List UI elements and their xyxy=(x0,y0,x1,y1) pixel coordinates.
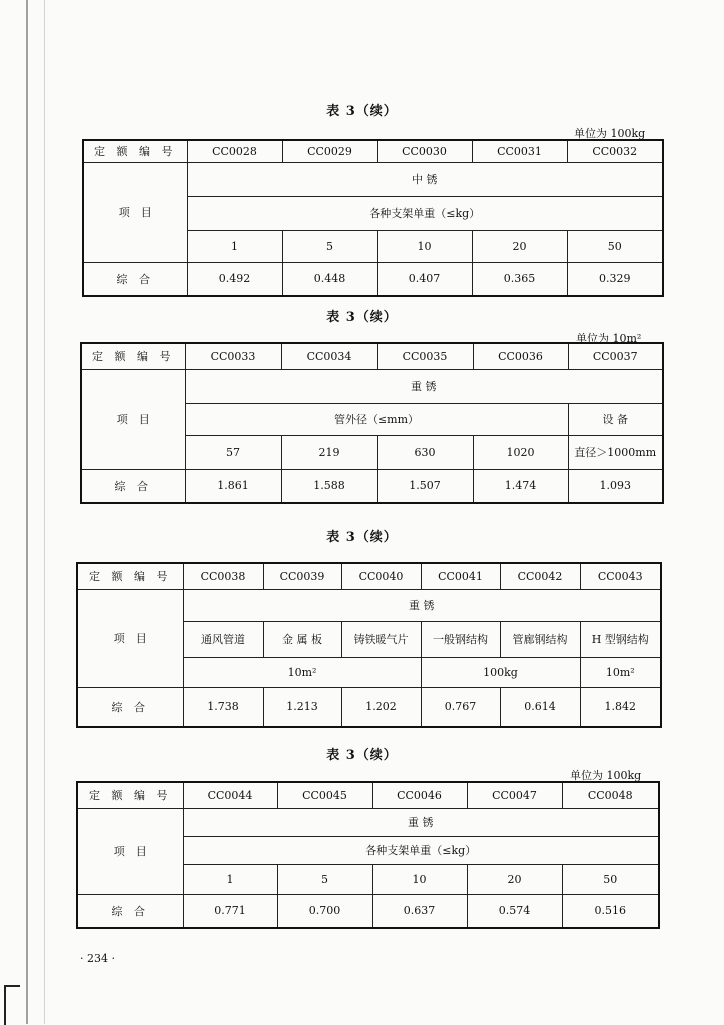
quota-code: CC0048 xyxy=(562,782,659,808)
item-label: 项 目 xyxy=(83,162,187,262)
sub-item: 金 属 板 xyxy=(263,621,341,657)
param-value: 1 xyxy=(187,230,282,262)
table-title: 表 3（续） xyxy=(326,748,398,763)
table-title: 表 3（续） xyxy=(326,104,398,119)
quota-code: CC0038 xyxy=(183,563,263,589)
scan-edge-line xyxy=(26,0,28,1024)
scan-edge-line xyxy=(44,0,45,1024)
header-label: 定 额 编 号 xyxy=(77,782,183,808)
quota-code: CC0028 xyxy=(187,140,282,162)
summary-label: 综 合 xyxy=(81,469,185,503)
quota-code: CC0047 xyxy=(467,782,562,808)
quota-code: CC0036 xyxy=(473,343,568,369)
quota-code: CC0034 xyxy=(281,343,377,369)
rust-category: 重 锈 xyxy=(185,369,663,403)
page-number: · 234 · xyxy=(80,952,115,965)
param-value: 5 xyxy=(277,864,372,894)
summary-value: 1.507 xyxy=(377,469,473,503)
subcategory: 各种支架单重（≤kg） xyxy=(183,836,659,864)
unit-cell: 10m² xyxy=(183,657,421,687)
quota-table-3 xyxy=(76,562,662,728)
item-label: 项 目 xyxy=(77,589,183,687)
param-value: 219 xyxy=(281,435,377,469)
param-value: 50 xyxy=(567,230,663,262)
item-label: 项 目 xyxy=(77,808,183,894)
quota-code: CC0045 xyxy=(277,782,372,808)
param-value: 5 xyxy=(282,230,377,262)
quota-table-4 xyxy=(76,781,660,929)
summary-value: 1.842 xyxy=(580,687,661,727)
item-label: 项 目 xyxy=(81,369,185,469)
quota-code: CC0029 xyxy=(282,140,377,162)
quota-code: CC0046 xyxy=(372,782,467,808)
quota-code: CC0032 xyxy=(567,140,663,162)
param-value: 10 xyxy=(372,864,467,894)
rust-category: 重 锈 xyxy=(183,589,661,621)
unit-note: 单位为 10m² xyxy=(576,332,642,345)
quota-code: CC0033 xyxy=(185,343,281,369)
summary-value: 1.588 xyxy=(281,469,377,503)
param-value: 1020 xyxy=(473,435,568,469)
rust-category: 中 锈 xyxy=(187,162,663,196)
unit-note: 单位为 100kg xyxy=(570,769,642,782)
summary-value: 0.448 xyxy=(282,262,377,296)
sub-item: H 型钢结构 xyxy=(580,621,661,657)
quota-code: CC0042 xyxy=(500,563,580,589)
quota-code: CC0041 xyxy=(421,563,500,589)
summary-value: 0.637 xyxy=(372,894,467,928)
summary-value: 0.329 xyxy=(567,262,663,296)
unit-cell: 100kg xyxy=(421,657,580,687)
summary-value: 1.861 xyxy=(185,469,281,503)
summary-value: 1.213 xyxy=(263,687,341,727)
quota-code: CC0039 xyxy=(263,563,341,589)
param-value: 50 xyxy=(562,864,659,894)
param-value: 57 xyxy=(185,435,281,469)
summary-value: 0.614 xyxy=(500,687,580,727)
param-value: 630 xyxy=(377,435,473,469)
subcategory: 各种支架单重（≤kg） xyxy=(187,196,663,230)
summary-value: 1.738 xyxy=(183,687,263,727)
summary-value: 1.093 xyxy=(568,469,663,503)
sub-item: 一般钢结构 xyxy=(421,621,500,657)
quota-table-1 xyxy=(82,139,664,297)
scan-corner-mark xyxy=(4,985,20,1025)
summary-value: 0.767 xyxy=(421,687,500,727)
quota-code: CC0030 xyxy=(377,140,472,162)
param-value: 1 xyxy=(183,864,277,894)
header-label: 定 额 编 号 xyxy=(81,343,185,369)
sub-item: 通风管道 xyxy=(183,621,263,657)
param-value: 10 xyxy=(377,230,472,262)
summary-label: 综 合 xyxy=(83,262,187,296)
summary-value: 0.771 xyxy=(183,894,277,928)
summary-value: 1.202 xyxy=(341,687,421,727)
rust-category: 重 锈 xyxy=(183,808,659,836)
unit-cell: 10m² xyxy=(580,657,661,687)
header-label: 定 额 编 号 xyxy=(83,140,187,162)
summary-value: 0.365 xyxy=(472,262,567,296)
summary-value: 0.574 xyxy=(467,894,562,928)
quota-code: CC0031 xyxy=(472,140,567,162)
header-label: 定 额 编 号 xyxy=(77,563,183,589)
quota-code: CC0040 xyxy=(341,563,421,589)
summary-value: 0.516 xyxy=(562,894,659,928)
summary-label: 综 合 xyxy=(77,687,183,727)
table-title: 表 3（续） xyxy=(326,530,398,545)
sub-item: 铸铁暖气片 xyxy=(341,621,421,657)
summary-label: 综 合 xyxy=(77,894,183,928)
sub-item: 管廊钢结构 xyxy=(500,621,580,657)
quota-code: CC0037 xyxy=(568,343,663,369)
unit-note: 单位为 100kg xyxy=(574,127,646,140)
quota-code: CC0044 xyxy=(183,782,277,808)
quota-table-2 xyxy=(80,342,664,504)
summary-value: 0.407 xyxy=(377,262,472,296)
table-title: 表 3（续） xyxy=(326,310,398,325)
summary-value: 0.700 xyxy=(277,894,372,928)
summary-value: 1.474 xyxy=(473,469,568,503)
param-value: 20 xyxy=(467,864,562,894)
quota-code: CC0043 xyxy=(580,563,661,589)
subcategory: 管外径（≤mm） xyxy=(185,403,568,435)
summary-value: 0.492 xyxy=(187,262,282,296)
param-value: 直径＞1000mm xyxy=(568,435,663,469)
param-value: 20 xyxy=(472,230,567,262)
quota-code: CC0035 xyxy=(377,343,473,369)
subcategory-equipment: 设 备 xyxy=(568,403,663,435)
